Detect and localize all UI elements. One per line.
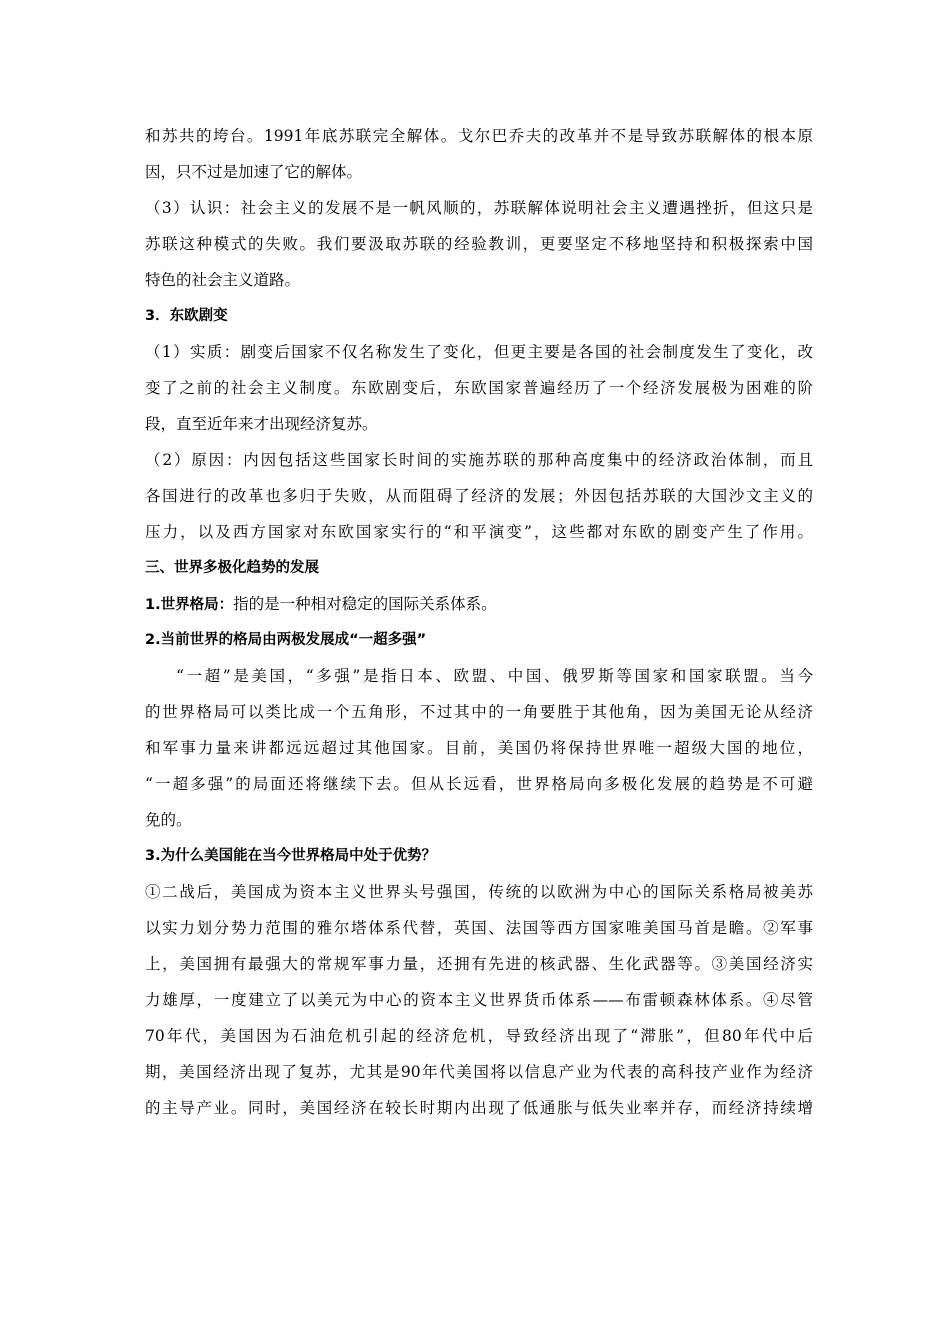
text-line: 期，美国经济出现了复苏，尤其是90年代美国将以信息产业为代表的高科技产业作为经济 bbox=[145, 1063, 813, 1081]
text-line: 苏联这种模式的失败。我们要汲取苏联的经验教训，更要坚定不移地坚持和积极探索中国 bbox=[145, 235, 813, 253]
text-line: 因，只不过是加速了它的解体。 bbox=[145, 163, 363, 181]
text-line: 和军事力量来讲都远远超过其他国家。目前，美国仍将保持世界唯一超级大国的地位， bbox=[145, 739, 813, 757]
text-line bbox=[145, 586, 813, 622]
text-line: 3．东欧剧变 bbox=[145, 308, 228, 324]
text-line: 特色的社会主义道路。 bbox=[145, 271, 301, 289]
text-line: 上，美国拥有最强大的常规军事力量，还拥有先进的核武器、生化武器等。③美国经济实 bbox=[145, 955, 813, 973]
text-line: 70年代，美国因为石油危机引起的经济危机，导致经济出现了“滞胀”，但80年代中后 bbox=[145, 1027, 813, 1045]
text-line: ①二战后，美国成为资本主义世界头号强国，传统的以欧洲为中心的国际关系格局被美苏 bbox=[145, 883, 813, 901]
document-page bbox=[145, 118, 813, 1126]
text-line: （2）原因：内因包括这些国家长时间的实施苏联的那种高度集中的经济政治体制，而且 bbox=[145, 451, 813, 469]
text-line: 各国进行的改革也多归于失败，从而阻碍了经济的发展；外因包括苏联的大国沙文主义的 bbox=[145, 487, 813, 505]
text-line: 的主导产业。同时，美国经济在较长时期内出现了低通胀与低失业率并存，而经济持续增 bbox=[145, 1099, 813, 1117]
text-line: 2.当前世界的格局由两极发展成“一超多强” bbox=[145, 632, 427, 648]
text-line: （1）实质：剧变后国家不仅名称发生了变化，但更主要是各国的社会制度发生了变化，改 bbox=[145, 343, 813, 361]
text-line: 的世界格局可以类比成一个五角形，不过其中的一角要胜于其他角，因为美国无论从经济 bbox=[145, 703, 813, 721]
text-line: 力雄厚，一度建立了以美元为中心的资本主义世界货币体系——布雷顿森林体系。④尽管 bbox=[145, 991, 813, 1009]
text-line: 和苏共的垮台。1991年底苏联完全解体。戈尔巴乔夫的改革并不是导致苏联解体的根本原 bbox=[145, 127, 813, 145]
text-line: 三、世界多极化趋势的发展 bbox=[145, 560, 319, 576]
text-line: （3）认识：社会主义的发展不是一帆风顺的，苏联解体说明社会主义遭遇挫折，但这只是 bbox=[145, 199, 813, 217]
text-line: “一超多强”的局面还将继续下去。但从长远看，世界格局向多极化发展的趋势是不可避 bbox=[145, 775, 813, 793]
text-line: 以实力划分势力范围的雅尔塔体系代替，英国、法国等西方国家唯美国马首是瞻。②军事 bbox=[145, 919, 813, 937]
text-line: 压力，以及西方国家对东欧国家实行的“和平演变”，这些都对东欧的剧变产生了作用。 bbox=[145, 523, 813, 541]
line-heading: 1.世界格局： bbox=[145, 597, 234, 613]
text-line: 3.为什么美国能在当今世界格局中处于优势？ bbox=[145, 848, 437, 864]
text-line: 变了之前的社会主义制度。东欧剧变后，东欧国家普遍经历了一个经济发展极为困难的阶 bbox=[145, 379, 813, 397]
text-line: 免的。 bbox=[145, 811, 192, 829]
text-line: “一超”是美国，“多强”是指日本、欧盟、中国、俄罗斯等国家和国家联盟。当今 bbox=[176, 667, 813, 685]
line-body: 指的是一种相对稳定的国际关系体系。 bbox=[233, 595, 497, 613]
text-line: 段，直至近年来才出现经济复苏。 bbox=[145, 415, 378, 433]
